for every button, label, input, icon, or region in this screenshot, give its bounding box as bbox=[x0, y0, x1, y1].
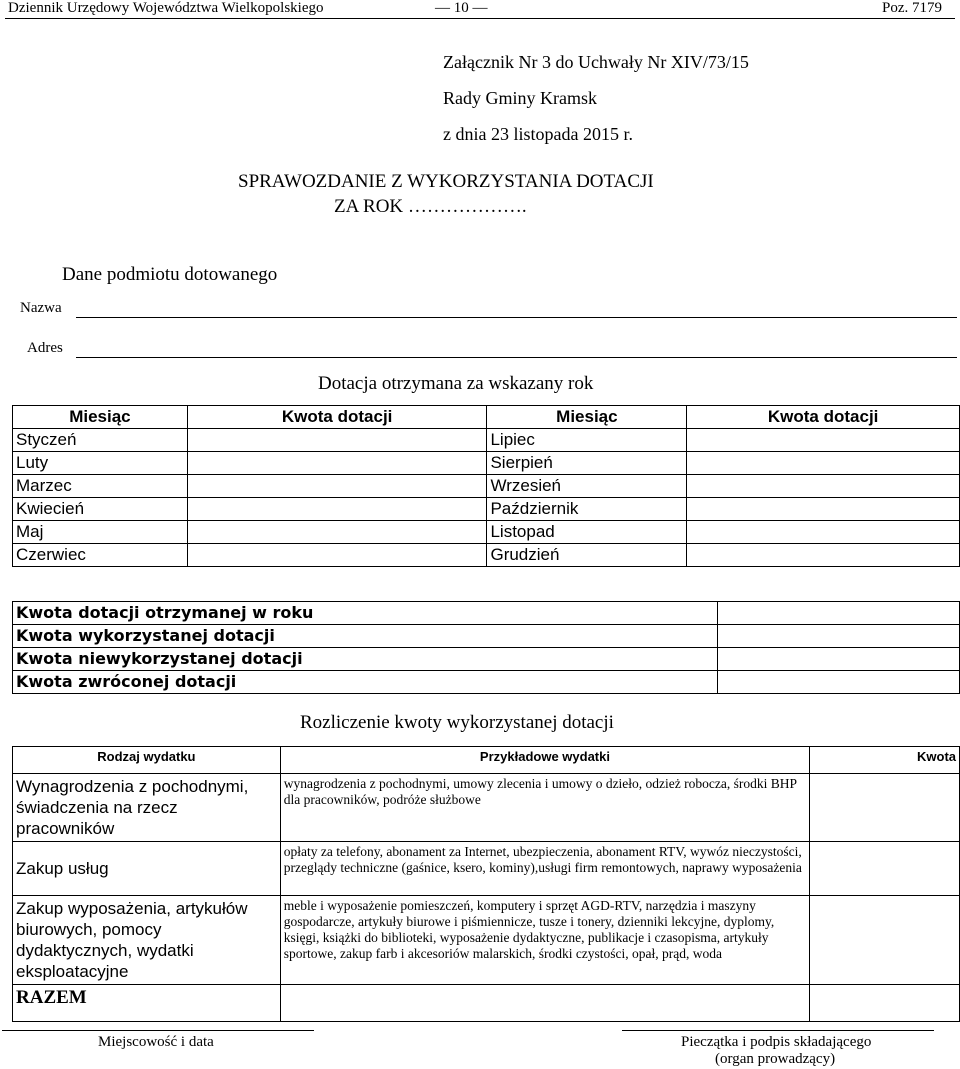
report-year-line: ZA ROK ………………. bbox=[334, 196, 527, 217]
expense-type-header: Rodzaj wydatku bbox=[13, 747, 281, 774]
expense-header-row bbox=[13, 747, 960, 774]
expense-category: Zakup usług bbox=[13, 842, 281, 896]
table-row bbox=[13, 671, 960, 694]
table-row bbox=[13, 602, 960, 625]
name-field-line[interactable] bbox=[76, 317, 957, 318]
amount-cell[interactable] bbox=[187, 544, 487, 567]
expense-amount-cell[interactable] bbox=[810, 842, 960, 896]
month-cell: Sierpień bbox=[487, 452, 687, 475]
table-row bbox=[13, 842, 960, 896]
month-header: Miesiąc bbox=[487, 406, 687, 429]
table-row bbox=[13, 475, 960, 498]
monthly-grant-table bbox=[12, 405, 960, 567]
expense-amount-cell[interactable] bbox=[810, 896, 960, 985]
table-row bbox=[13, 774, 960, 842]
month-cell: Lipiec bbox=[487, 429, 687, 452]
signature-label: Pieczątka i podpis składającego bbox=[681, 1034, 872, 1050]
examples-header: Przykładowe wydatki bbox=[280, 747, 809, 774]
place-date-label: Miejscowość i data bbox=[98, 1034, 214, 1050]
amount-cell[interactable] bbox=[687, 475, 960, 498]
address-label: Adres bbox=[27, 340, 63, 356]
expense-category: Wynagrodzenia z pochodnymi, świadczenia na rzecz pracowników bbox=[13, 774, 281, 842]
summary-amount-cell[interactable] bbox=[718, 671, 960, 694]
grant-section-title: Dotacja otrzymana za wskazany rok bbox=[318, 373, 594, 394]
summary-amount-cell[interactable] bbox=[718, 602, 960, 625]
month-cell: Wrzesień bbox=[487, 475, 687, 498]
signature-line[interactable] bbox=[622, 1030, 934, 1031]
amount-cell[interactable] bbox=[187, 498, 487, 521]
monthly-grant-header-row bbox=[13, 406, 960, 429]
entity-section-title: Dane podmiotu dotowanego bbox=[62, 264, 278, 285]
table-row bbox=[13, 498, 960, 521]
amount-header: Kwota dotacji bbox=[687, 406, 960, 429]
amount-cell[interactable] bbox=[687, 498, 960, 521]
month-cell: Listopad bbox=[487, 521, 687, 544]
amount-cell[interactable] bbox=[687, 452, 960, 475]
signature-sublabel: (organ prowadzący) bbox=[715, 1051, 836, 1067]
summary-label: Kwota wykorzystanej dotacji bbox=[13, 625, 718, 648]
amount-cell[interactable] bbox=[687, 544, 960, 567]
summary-amount-cell[interactable] bbox=[718, 625, 960, 648]
expense-amount-cell[interactable] bbox=[810, 774, 960, 842]
place-date-line[interactable] bbox=[2, 1030, 314, 1031]
month-cell: Czerwiec bbox=[13, 544, 188, 567]
amount-header: Kwota bbox=[810, 747, 960, 774]
month-cell: Styczeń bbox=[13, 429, 188, 452]
month-cell: Maj bbox=[13, 521, 188, 544]
page-number: — 10 — bbox=[435, 0, 488, 16]
name-label: Nazwa bbox=[20, 300, 62, 316]
attachment-line-1: Załącznik Nr 3 do Uchwały Nr XIV/73/15 bbox=[443, 52, 749, 72]
table-row bbox=[13, 544, 960, 567]
summary-label: Kwota niewykorzystanej dotacji bbox=[13, 648, 718, 671]
month-cell: Kwiecień bbox=[13, 498, 188, 521]
expense-examples: meble i wyposażenie pomieszczeń, komputery i sprzęt AGD-RTV, narzędzia i maszyny gospodarcze, artykuły biurowe i piśmiennicze, tusze i tonery, dzienniki lekcyjne, dyplomy, księgi, książki do biblioteki, wyposażenie dydaktyczne, publikacje i czasopisma, artykuły sportowe, zakup farb i akcesoriów malarskich, środki czystości, opał, prąd, woda bbox=[280, 896, 809, 985]
position-number: Poz. 7179 bbox=[882, 0, 942, 16]
total-amount-cell[interactable] bbox=[810, 985, 960, 1022]
grant-summary-table bbox=[12, 601, 960, 694]
amount-header: Kwota dotacji bbox=[187, 406, 487, 429]
table-row bbox=[13, 452, 960, 475]
total-label: RAZEM bbox=[13, 985, 281, 1022]
address-field-line[interactable] bbox=[76, 357, 957, 358]
table-row bbox=[13, 896, 960, 985]
table-row bbox=[13, 625, 960, 648]
table-row bbox=[13, 429, 960, 452]
expense-examples: opłaty za telefony, abonament za Internet, ubezpieczenia, abonament RTV, wywóz nieczystości, przeglądy techniczne (gaśnice, ksero, kominy),usługi firm remontowych, naprawy wyposażenia bbox=[280, 842, 809, 896]
expense-category: Zakup wyposażenia, artykułów biurowych, pomocy dydaktycznych, wydatki eksploatacyjne bbox=[13, 896, 281, 985]
month-cell: Październik bbox=[487, 498, 687, 521]
summary-label: Kwota dotacji otrzymanej w roku bbox=[13, 602, 718, 625]
amount-cell[interactable] bbox=[687, 429, 960, 452]
journal-name: Dziennik Urzędowy Województwa Wielkopolskiego bbox=[8, 0, 324, 16]
amount-cell[interactable] bbox=[687, 521, 960, 544]
amount-cell[interactable] bbox=[187, 521, 487, 544]
month-cell: Marzec bbox=[13, 475, 188, 498]
month-header: Miesiąc bbox=[13, 406, 188, 429]
month-cell: Luty bbox=[13, 452, 188, 475]
table-row bbox=[13, 648, 960, 671]
report-title: SPRAWOZDANIE Z WYKORZYSTANIA DOTACJI bbox=[238, 171, 654, 192]
attachment-line-3: z dnia 23 listopada 2015 r. bbox=[443, 124, 633, 144]
summary-amount-cell[interactable] bbox=[718, 648, 960, 671]
attachment-line-2: Rady Gminy Kramsk bbox=[443, 88, 597, 108]
total-blank-cell bbox=[280, 985, 809, 1022]
header-rule bbox=[5, 18, 955, 19]
table-row bbox=[13, 985, 960, 1022]
month-cell: Grudzień bbox=[487, 544, 687, 567]
table-row bbox=[13, 521, 960, 544]
amount-cell[interactable] bbox=[187, 452, 487, 475]
expense-examples: wynagrodzenia z pochodnymi, umowy zlecenia i umowy o dzieło, odzież robocza, środki BHP dla pracowników, podróże służbowe bbox=[280, 774, 809, 842]
summary-label: Kwota zwróconej dotacji bbox=[13, 671, 718, 694]
expense-table bbox=[12, 746, 960, 1022]
amount-cell[interactable] bbox=[187, 475, 487, 498]
amount-cell[interactable] bbox=[187, 429, 487, 452]
settlement-section-title: Rozliczenie kwoty wykorzystanej dotacji bbox=[300, 712, 614, 733]
